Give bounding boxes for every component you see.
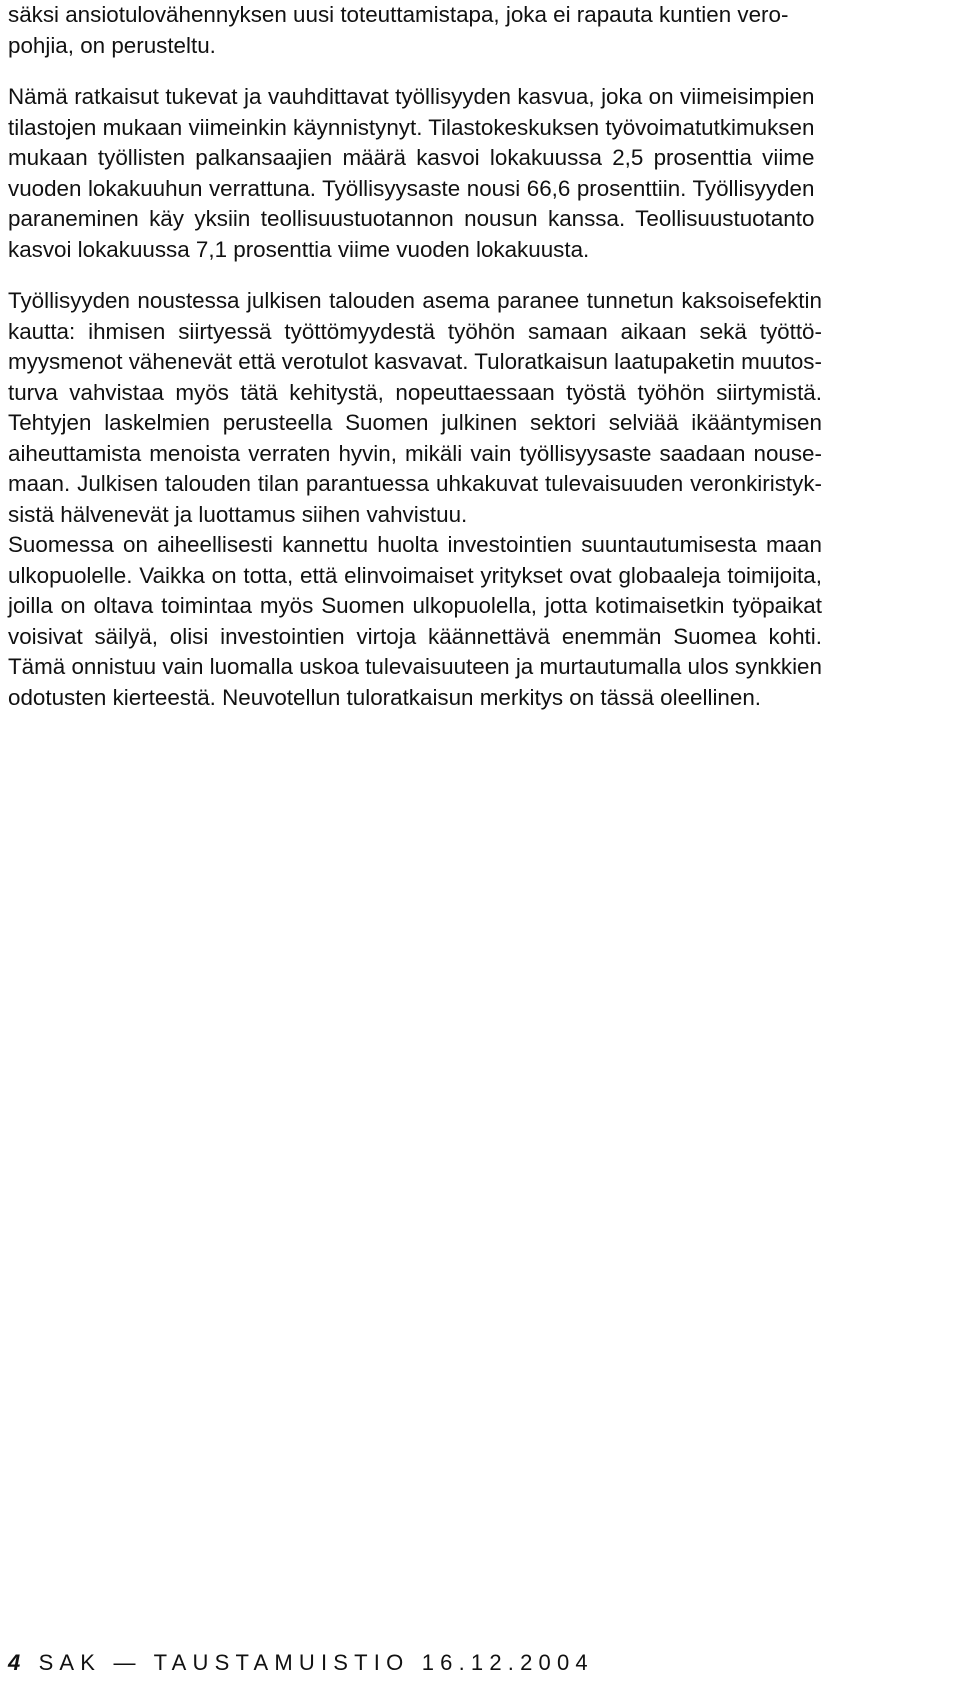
paragraph-line: sistä hälvenevät ja luottamus siihen vahvistuu. bbox=[8, 501, 468, 527]
paragraph-line: tilastojen mukaan viimeinkin käynnistynyt. Tilastokeskuksen työvoimatutkimuksen bbox=[8, 114, 815, 140]
paragraph-line: säksi ansiotulovähennyksen uusi toteuttamistapa, joka ei rapauta kuntien vero- bbox=[8, 2, 789, 27]
paragraph-line: kautta: ihmisen siirtyessä työttömyydestä työhön samaan aikaan sekä työttö- bbox=[8, 318, 822, 344]
paragraph-3 bbox=[8, 286, 822, 530]
paragraph-line: mukaan työllisten palkansaajien määrä kasvoi lokakuussa 2,5 prosenttia viime bbox=[8, 145, 815, 170]
paragraph-line: paraneminen käy yksiin teollisuustuotannon nousun kanssa. Teollisuustuotanto bbox=[8, 206, 815, 231]
paragraph-line: Tehtyjen laskelmien perusteella Suomen julkinen sektori selviää ikääntymisen bbox=[8, 410, 822, 435]
paragraph-line: voisivat säilyä, olisi investointien virtoja käännettävä enemmän Suomea kohti. bbox=[8, 623, 822, 649]
paragraph-line: Nämä ratkaisut tukevat ja vauhdittavat työllisyyden kasvua, joka on viimeisimpien bbox=[8, 84, 815, 109]
paragraph-line: turva vahvistaa myös tätä kehitystä, nopeuttaessaan työstä työhön siirtymistä. bbox=[8, 379, 822, 405]
paragraph-2 bbox=[8, 82, 814, 265]
paragraph-line: odotusten kierteestä. Neuvotellun tuloratkaisun merkitys on tässä oleellinen. bbox=[8, 684, 761, 710]
paragraph-line: vuoden lokakuuhun verrattuna. Työllisyysaste nousi 66,6 prosenttiin. Työllisyyden bbox=[8, 175, 815, 201]
paragraph-line: maan. Julkisen talouden tilan parantuessa uhkakuvat tulevaisuuden veronkiristyk- bbox=[8, 471, 822, 496]
paragraph-line: myysmenot vähenevät että verotulot kasvavat. Tuloratkaisun laatupaketin muutos- bbox=[8, 349, 822, 374]
footer-label: SAK — TAUSTAMUISTIO 16.12.2004 bbox=[38, 1650, 594, 1675]
paragraph-line: Tämä onnistuu vain luomalla uskoa tulevaisuuteen ja murtautumalla ulos synkkien bbox=[8, 654, 822, 679]
paragraph-1 bbox=[8, 0, 788, 61]
paragraph-line: aiheuttamista menoista verraten hyvin, mikäli vain työllisyysaste saadaan nouse- bbox=[8, 440, 822, 466]
paragraph-line: kasvoi lokakuussa 7,1 prosenttia viime vuoden lokakuusta. bbox=[8, 236, 590, 262]
paragraph-line: pohjia, on perusteltu. bbox=[8, 32, 216, 58]
paragraph-line: ulkopuolelle. Vaikka on totta, että elinvoimaiset yritykset ovat globaaleja toimijoita, bbox=[8, 562, 822, 588]
paragraph-line: joilla on oltava toimintaa myös Suomen ulkopuolella, jotta kotimaisetkin työpaikat bbox=[8, 593, 822, 618]
paragraph-4 bbox=[8, 530, 822, 713]
page-number: 4 bbox=[8, 1650, 21, 1675]
page-footer bbox=[8, 1650, 594, 1676]
paragraph-line: Työllisyyden noustessa julkisen talouden asema paranee tunnetun kaksoisefektin bbox=[8, 288, 822, 313]
paragraph-line: Suomessa on aiheellisesti kannettu huolta investointien suuntautumisesta maan bbox=[8, 532, 822, 557]
